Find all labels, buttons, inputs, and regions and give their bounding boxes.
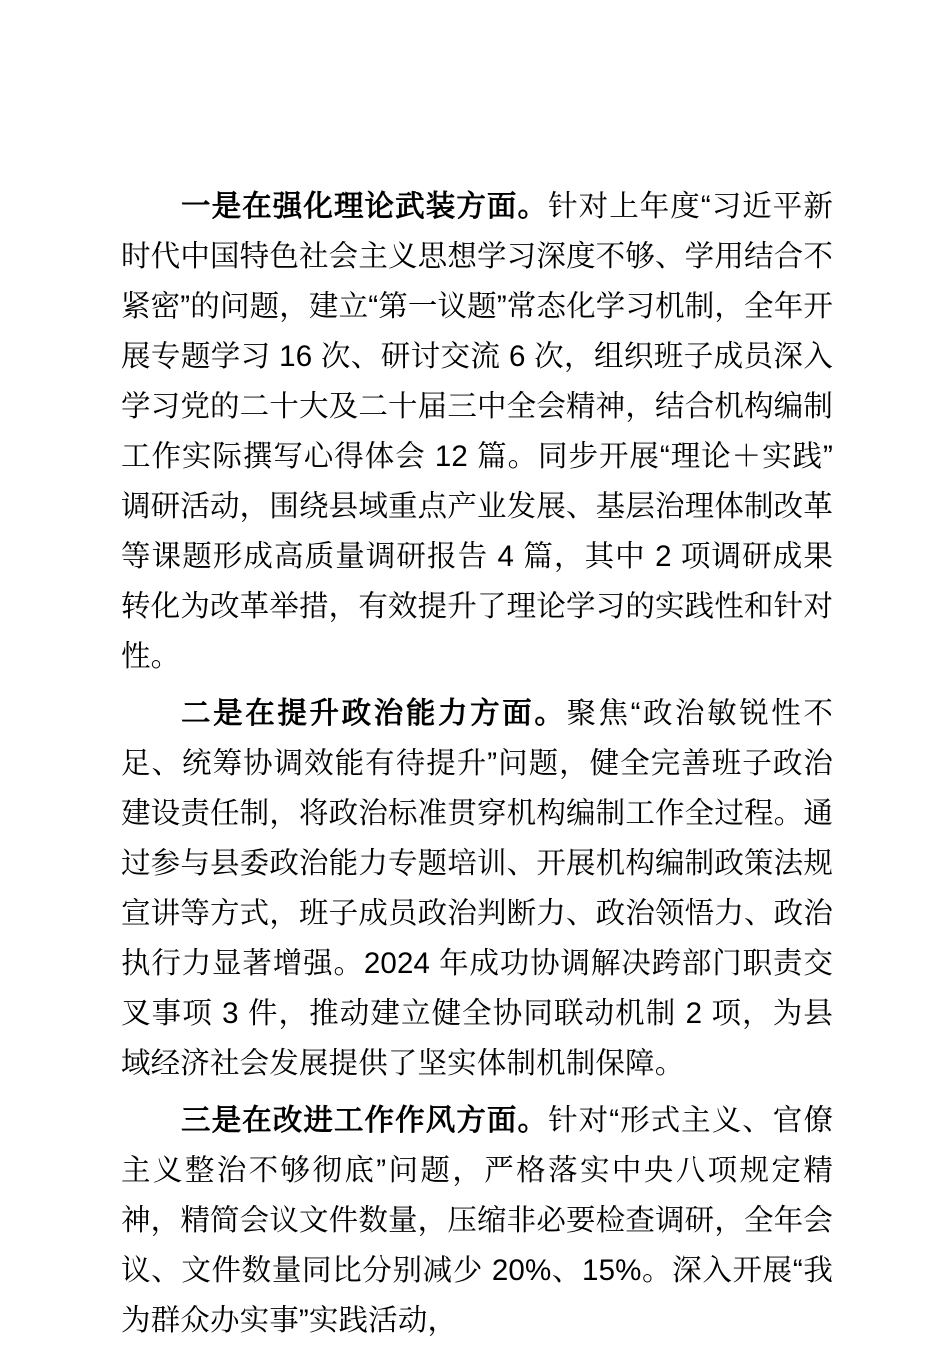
document-body [121,182,833,1346]
paragraph-3-body: 针对“形式主义、官僚主义整治不够彻底”问题，严格落实中央八项规定精神，精简会议文件数量，压缩非必要检查调研，全年会议、文件数量同比分别减少 20%、15%。深入开展“我为群众办实事”实践活动， [121,1104,833,1337]
paragraph-3-lead: 三是在改进工作作风方面。 [181,1104,549,1137]
paragraph-2-body: 聚焦“政治敏锐性不足、统筹协调效能有待提升”问题，健全完善班子政治建设责任制，将政治标准贯穿机构编制工作全过程。通过参与县委政治能力专题培训、开展机构编制政策法规宣讲等方式，班子成员政治判断力、政治领悟力、政治执行力显著增强。2024 年成功协调解决跨部门职责交叉事项 3 件，推动建立健全协同联动机制 2 项，为县域经济社会发展提供了坚实体制机制保障。 [121,697,833,1080]
paragraph-2-lead: 二是在提升政治能力方面。 [181,697,567,730]
paragraph-1-body: 针对上年度“习近平新时代中国特色社会主义思想学习深度不够、学用结合不紧密”的问题，建立“第一议题”常态化学习机制，全年开展专题学习 16 次、研讨交流 6 次，组织班子成员深入学习党的二十大及二十届三中全会精神，结合机构编制工作实际撰写心得体会 12 篇。同步开展“理论＋实践”调研活动，围绕县域重点产业发展、基层治理体制改革等课题形成高质量调研报告 4 篇，其中 2 项调研成果转化为改革举措，有效提升了理论学习的实践性和针对性。 [121,190,833,673]
paragraph-3 [121,1096,833,1346]
paragraph-1 [121,182,833,682]
paragraph-2 [121,689,833,1089]
paragraph-1-lead: 一是在强化理论武装方面。 [181,190,549,223]
